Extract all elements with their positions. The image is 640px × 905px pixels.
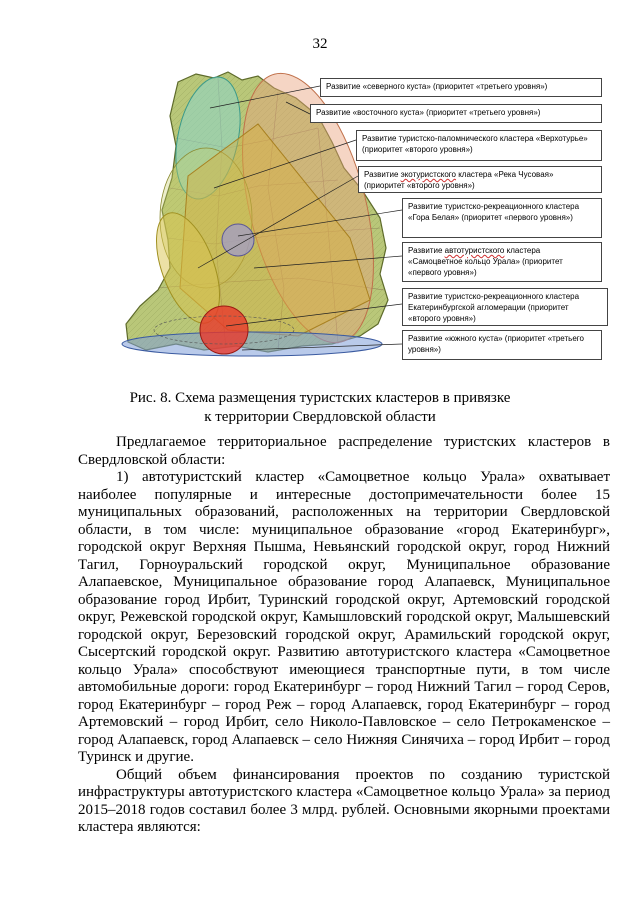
page-number: 32	[312, 36, 328, 52]
cluster-map-figure	[118, 68, 608, 380]
legend-north-cluster: Развитие «северного куста» (приоритет «третьего уровня»)	[320, 78, 602, 97]
legend-east-cluster: Развитие «восточного куста» (приоритет «третьего уровня»)	[310, 104, 602, 123]
paragraph-financing: Общий объем финансирования проектов по созданию туристской инфраструктуры автотуристского кластера «Самоцветное кольцо Урала» за период 2015–2018 годов составил более 3 млрд. рублей. Основными якорными проектами кластера являются:	[78, 766, 610, 835]
south-cluster-ellipse	[122, 332, 382, 356]
figure-caption	[0, 389, 640, 427]
legend-ekb-agglomeration-cluster: Развитие туристско-рекреационного кластера Екатеринбургской агломерации (приоритет «второго уровня»)	[402, 288, 608, 326]
legend-verkhoturye-cluster: Развитие туристско-паломнического кластера «Верхотурье» (приоритет «второго уровня»)	[356, 130, 602, 161]
ekaterinburg-cluster-circle	[200, 306, 248, 354]
legend-gora-belaya-cluster: Развитие туристско-рекреационного кластера «Гора Белая» (приоритет «первого уровня»)	[402, 198, 602, 238]
legend-south-cluster: Развитие «южного куста» (приоритет «третьего уровня»)	[402, 330, 602, 360]
caption-line-2: к территории Свердловской области	[204, 409, 436, 425]
paragraph-intro: Предлагаемое территориальное распределение туристских кластеров в Свердловской области:	[78, 434, 610, 468]
legend-ring-cluster: Развитие автотуристского кластера «Самоцветное кольцо Урала» (приоритет «первого уровня»)	[402, 242, 602, 282]
paragraph-ring-cluster: 1) автотуристский кластер «Самоцветное кольцо Урала» охватывает наиболее популярные и интересные достопримечательности более 15 муниципальных образований, расположенных на территории Свердловской области, в том числе: муниципальное образование «город Екатеринбург», городской округ Верхняя Пышма, Невьянский городской округ, город Нижний Тагил, Горноуральский городской округ, Муниципальное образование Алапаевское, Муниципальное образование город Алапаевск, Муниципальное образование город Ирбит, Туринский городской округ, Артемовский городской округ, Режевской городской округ, Камышловский городской округ, Малышевский городской округ, Березовский городской округ, Арамильский городской округ, Сысертский городской округ. Развитию автотуристского кластера «Самоцветное кольцо Урала» способствуют имеющиеся транспортные пути, в том числе автомобильные дороги: город Екатеринбург – город Нижний Тагил – город Серов, город Екатеринбург – город Реж – город Алапаевск, город Екатеринбург – город Артемовский – город Ирбит, село Николо-Павловское – село Петрокаменское – город Алапаевск, город Алапаевск – село Нижняя Синячиха – город Ирбит – город Туринск и другие.	[78, 469, 610, 765]
caption-line-1: Рис. 8. Схема размещения туристских кластеров в привязке	[129, 390, 511, 406]
legend-chusovaya-cluster: Развитие экотуристского кластера «Река Чусовая» (приоритет «второго уровня»)	[358, 166, 602, 193]
body-text	[78, 434, 610, 837]
